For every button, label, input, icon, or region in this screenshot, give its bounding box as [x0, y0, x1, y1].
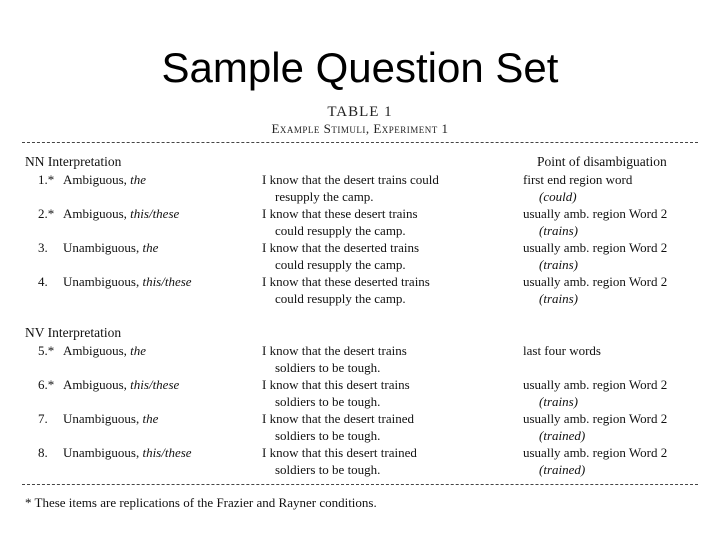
row-sentence-line1: I know that the deserted trains [262, 240, 420, 255]
row-number: 4. [38, 274, 48, 289]
row-disambiguation-point: first end region word [523, 172, 633, 187]
row-disambiguation-point: usually amb. region Word 2 [523, 206, 668, 221]
table-row [0, 445, 720, 479]
table-caption: Example Stimuli, Experiment 1 [271, 121, 449, 136]
table-row [0, 240, 720, 274]
table-row [0, 274, 720, 308]
row-number: 3. [38, 240, 48, 255]
row-sentence-line1: I know that the desert trains [262, 343, 407, 358]
row-condition: Unambiguous, the [63, 411, 159, 426]
row-number: 2.* [38, 206, 55, 221]
table-row [0, 377, 720, 411]
row-sentence-line1: I know that these deserted trains [262, 274, 430, 289]
table-row [0, 343, 720, 377]
row-disambiguation-point: usually amb. region Word 2 [523, 411, 668, 426]
table-row [0, 411, 720, 445]
table-footnote: * These items are replications of the Frazier and Rayner conditions. [25, 495, 377, 510]
row-sentence-line2: could resupply the camp. [275, 257, 406, 272]
row-disambiguation-point: last four words [523, 343, 601, 358]
row-sentence-line2: soldiers to be tough. [275, 394, 381, 409]
row-number: 1.* [38, 172, 55, 187]
table-row [0, 172, 720, 206]
row-sentence-line2: could resupply the camp. [275, 223, 406, 238]
row-disambiguation-point: usually amb. region Word 2 [523, 240, 668, 255]
row-disambiguation-word: (trains) [539, 223, 578, 238]
row-disambiguation-word: (trains) [539, 257, 578, 272]
row-sentence-line1: I know that this desert trained [262, 445, 417, 460]
row-sentence-line1: I know that the desert trains could [262, 172, 439, 187]
section-label-nv: NV Interpretation [25, 325, 122, 340]
row-disambiguation-word: (trains) [539, 394, 578, 409]
row-disambiguation-word: (could) [539, 189, 577, 204]
slide-title: Sample Question Set [161, 44, 559, 91]
row-condition: Unambiguous, this/these [63, 445, 192, 460]
row-number: 8. [38, 445, 48, 460]
row-number: 5.* [38, 343, 55, 358]
row-disambiguation-word: (trains) [539, 291, 578, 306]
row-condition: Ambiguous, this/these [63, 206, 180, 221]
row-sentence-line2: resupply the camp. [275, 189, 374, 204]
row-number: 6.* [38, 377, 55, 392]
row-disambiguation-point: usually amb. region Word 2 [523, 274, 668, 289]
row-condition: Unambiguous, the [63, 240, 159, 255]
row-sentence-line1: I know that this desert trains [262, 377, 410, 392]
row-number: 7. [38, 411, 48, 426]
section-label-nn: NN Interpretation [25, 154, 122, 169]
row-disambiguation-word: (trained) [539, 462, 586, 477]
row-condition: Ambiguous, the [63, 343, 147, 358]
table-number: TABLE 1 [327, 104, 393, 120]
row-sentence-line1: I know that the desert trained [262, 411, 414, 426]
row-sentence-line1: I know that these desert trains [262, 206, 418, 221]
row-condition: Unambiguous, this/these [63, 274, 192, 289]
column-header-point-of-disambiguation: Point of disambiguation [537, 154, 667, 169]
row-disambiguation-point: usually amb. region Word 2 [523, 445, 668, 460]
table-top-rule [22, 142, 698, 143]
row-sentence-line2: soldiers to be tough. [275, 360, 381, 375]
row-disambiguation-word: (trained) [539, 428, 586, 443]
row-sentence-line2: could resupply the camp. [275, 291, 406, 306]
table-row [0, 206, 720, 240]
row-condition: Ambiguous, the [63, 172, 147, 187]
row-disambiguation-point: usually amb. region Word 2 [523, 377, 668, 392]
row-sentence-line2: soldiers to be tough. [275, 462, 381, 477]
row-sentence-line2: soldiers to be tough. [275, 428, 381, 443]
row-condition: Ambiguous, this/these [63, 377, 180, 392]
table-bottom-rule [22, 484, 698, 485]
